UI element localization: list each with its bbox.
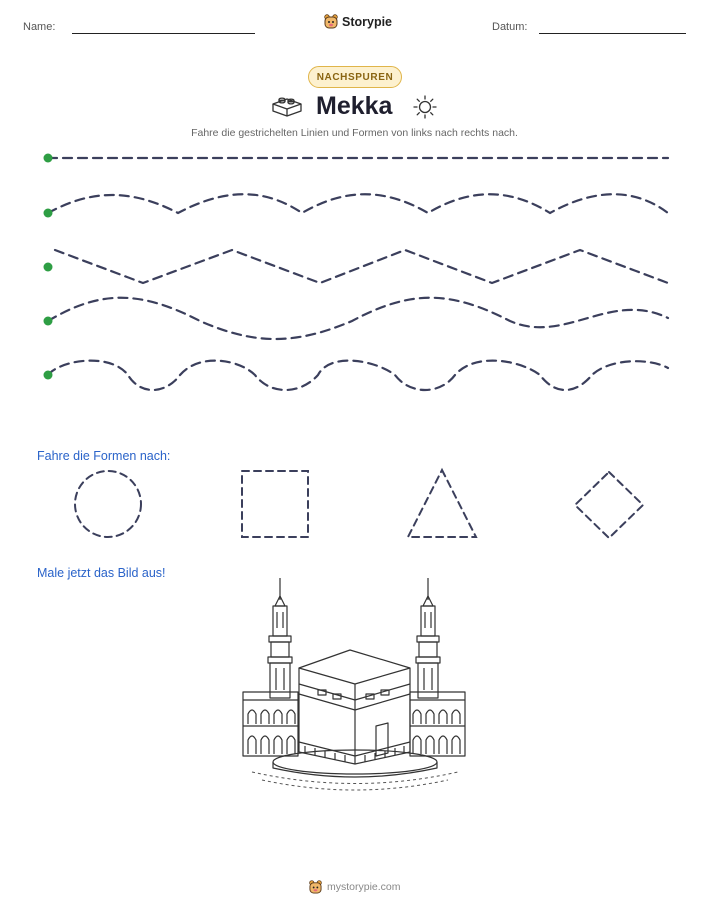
shapes-heading: Fahre die Formen nach:	[37, 449, 171, 463]
date-write-line[interactable]	[539, 33, 686, 34]
trace-diamond-shape	[575, 472, 643, 538]
brand-name: Storypie	[342, 14, 393, 29]
start-dot	[44, 371, 53, 380]
start-dot	[44, 317, 53, 326]
kaaba-coloring-image[interactable]	[236, 570, 472, 788]
trace-triangle-shape	[408, 470, 476, 537]
coloring-heading: Male jetzt das Bild aus!	[37, 566, 166, 580]
footer	[309, 880, 401, 894]
storypie-logo-icon	[309, 880, 322, 894]
trace-line-wave-1	[48, 194, 668, 213]
start-dot	[44, 263, 53, 272]
name-write-line[interactable]	[72, 33, 255, 34]
tracing-lines[interactable]	[0, 140, 709, 400]
trace-circle-shape	[75, 471, 141, 537]
start-dot	[44, 209, 53, 218]
trace-line-wave-2	[48, 298, 668, 339]
sun-icon	[412, 94, 438, 120]
name-label: Name:	[23, 21, 56, 33]
storypie-logo-icon	[324, 14, 338, 29]
trace-square-shape	[242, 471, 308, 537]
tracing-shapes[interactable]	[60, 460, 660, 550]
category-badge: NACHSPUREN	[308, 66, 402, 88]
trace-line-wave-3	[48, 361, 668, 390]
instruction-text: Fahre die gestrichelten Linien und Formen von links nach rechts nach.	[191, 127, 518, 139]
footer-url[interactable]: mystorypie.com	[327, 881, 401, 893]
brand-logo	[324, 14, 392, 29]
date-label: Datum:	[492, 21, 528, 33]
start-dot	[44, 154, 53, 163]
page-title: Mekka	[316, 92, 393, 120]
trace-line-zigzag	[55, 250, 668, 283]
lego-brick-icon	[270, 94, 304, 118]
